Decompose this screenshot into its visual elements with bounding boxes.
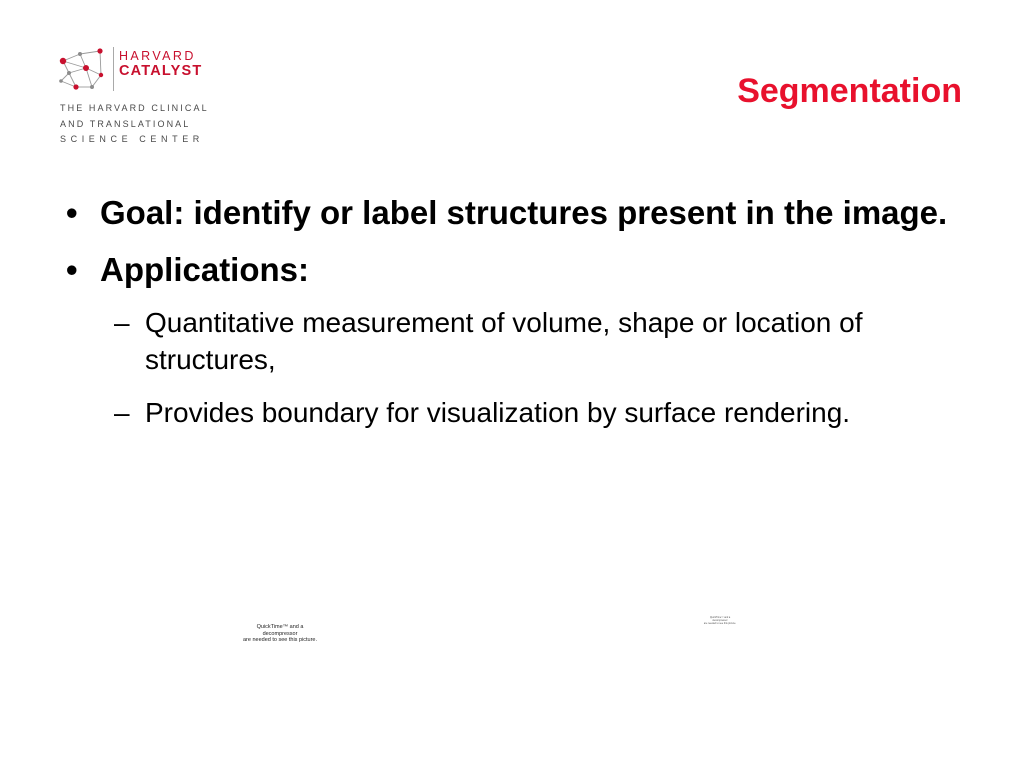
quicktime-placeholder <box>698 616 742 625</box>
placeholder-line: are needed to see this picture. <box>243 637 317 643</box>
bullet-item <box>62 247 962 292</box>
placeholder-line: decompressor <box>712 619 728 622</box>
logo-catalyst-text: CATALYST <box>119 63 203 79</box>
placeholder-line: QuickTime™ and a <box>256 624 304 630</box>
sub-bullet-item <box>62 304 885 378</box>
sub-bullet-marker: – <box>114 397 130 428</box>
sub-bullet-marker: – <box>114 307 130 338</box>
logo-harvard-text: HARVARD <box>119 49 196 63</box>
placeholder-line: decompressor <box>262 630 298 637</box>
bullet-text: Goal: identify or label structures present in the image. <box>100 194 948 231</box>
slide-content <box>62 190 962 447</box>
quicktime-placeholder <box>220 624 340 644</box>
slide-title: Segmentation <box>737 72 962 110</box>
logo-divider <box>113 47 114 91</box>
placeholder-line: QuickTime™ and a <box>709 616 731 619</box>
placeholder-line: are needed to see this picture. <box>703 622 737 625</box>
bullet-text: Applications: <box>100 251 310 288</box>
sub-bullet-item <box>62 394 885 431</box>
sub-bullet-text: Provides boundary for visualization by surface rendering. <box>145 397 851 428</box>
logo-subtitle-line: AND TRANSLATIONAL <box>60 119 191 129</box>
network-logo-icon <box>56 44 108 94</box>
logo-subtitle-line: THE HARVARD CLINICAL <box>60 103 209 113</box>
bullet-marker: • <box>66 251 78 288</box>
harvard-catalyst-logo <box>56 44 209 148</box>
bullet-item <box>62 190 962 235</box>
logo-subtitle-line: SCIENCE CENTER <box>60 134 204 144</box>
sub-bullet-text: Quantitative measurement of volume, shape or location of structures, <box>145 307 863 375</box>
bullet-marker: • <box>66 194 78 231</box>
